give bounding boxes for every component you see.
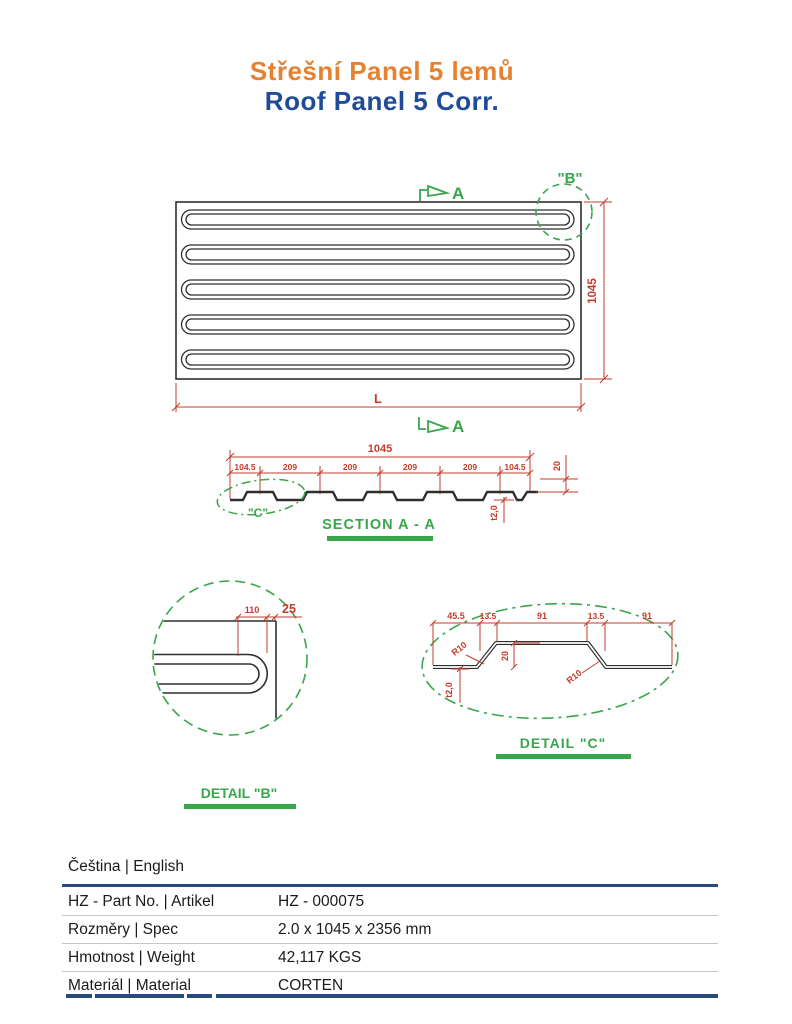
row-label: HZ - Part No. | Artikel xyxy=(68,893,215,910)
section-dim-lip-label: 20 xyxy=(552,460,562,472)
detail-c-profile-inner xyxy=(433,643,672,667)
segment-dim-3: 209 xyxy=(402,462,418,472)
top-view-drawing xyxy=(172,170,612,436)
detail-b-geometry xyxy=(150,621,276,740)
radius-right-leader xyxy=(582,661,600,673)
row-value: 2.0 x 1045 x 2356 mm xyxy=(278,921,432,938)
section-arrow-bottom-icon xyxy=(419,417,447,432)
row-value: HZ - 000075 xyxy=(278,893,365,910)
row-label: Rozměry | Spec xyxy=(68,921,178,938)
detail-b-dim-110: 110 xyxy=(244,605,260,615)
detail-b-drawing xyxy=(150,581,307,809)
row-value: CORTEN xyxy=(278,977,344,994)
table-row xyxy=(62,887,718,915)
page-title-english: Roof Panel 5 Corr. xyxy=(264,86,500,116)
radius-left-label: R10 xyxy=(449,639,469,658)
detail-c-dim-0: 45.5 xyxy=(447,611,465,621)
radius-right-label: R10 xyxy=(564,667,584,686)
corrugation-slots xyxy=(182,210,575,369)
section-label-bottom: A xyxy=(452,417,465,436)
table-row xyxy=(62,915,718,943)
table-bottom-border xyxy=(62,994,718,998)
section-dim-segment-lines xyxy=(227,466,533,494)
table-row xyxy=(62,943,718,971)
detail-b-underline xyxy=(184,804,296,809)
detail-c-dim-2: 91 xyxy=(536,611,548,621)
section-dim-thickness-label: t2,0 xyxy=(489,505,499,521)
engineering-drawing xyxy=(0,150,792,830)
segment-dim-2: 209 xyxy=(342,462,358,472)
detail-c-dim-height: 20 xyxy=(500,650,510,662)
detail-c-dim-thickness: t2,0 xyxy=(444,682,454,698)
row-label: Materiál | Material xyxy=(68,977,191,994)
detail-b-callout-label: "B" xyxy=(557,170,583,187)
detail-c-underline xyxy=(496,754,631,759)
dim-height-label: 1045 xyxy=(587,278,599,304)
detail-b-title: DETAIL "B" xyxy=(200,785,278,801)
detail-c-callout-label: "C" xyxy=(247,506,269,520)
detail-b-callout-circle xyxy=(536,184,592,240)
detail-c-dim-4: 91 xyxy=(641,611,653,621)
segment-dim-1: 209 xyxy=(282,462,298,472)
detail-c-profile-outer xyxy=(433,643,672,667)
row-value: 42,117 KGS xyxy=(278,949,362,966)
page-title-czech: Střešní Panel 5 lemů xyxy=(249,56,515,86)
section-arrow-top-icon xyxy=(420,186,447,201)
segment-dim-4: 209 xyxy=(462,462,478,472)
detail-c-drawing xyxy=(419,597,681,759)
detail-c-dim-1: 13.5 xyxy=(479,611,497,621)
section-dim-total-label: 1045 xyxy=(367,443,393,455)
section-aa-title: SECTION A - A xyxy=(322,517,436,533)
section-profile xyxy=(230,492,538,500)
detail-c-dim-3: 13.5 xyxy=(587,611,605,621)
detail-b-dim-25: 25 xyxy=(282,602,296,616)
detail-c-title: DETAIL "C" xyxy=(519,735,607,751)
table-header: Čeština | English xyxy=(68,858,185,875)
section-aa-underline xyxy=(327,536,433,541)
title-block xyxy=(0,56,764,116)
dim-length-label: L xyxy=(374,391,382,406)
segment-dim-0: 104.5 xyxy=(234,462,256,472)
section-aa-drawing xyxy=(215,443,578,541)
section-label-top: A xyxy=(452,184,465,203)
row-label: Hmotnost | Weight xyxy=(68,949,195,966)
segment-dim-5: 104.5 xyxy=(504,462,526,472)
